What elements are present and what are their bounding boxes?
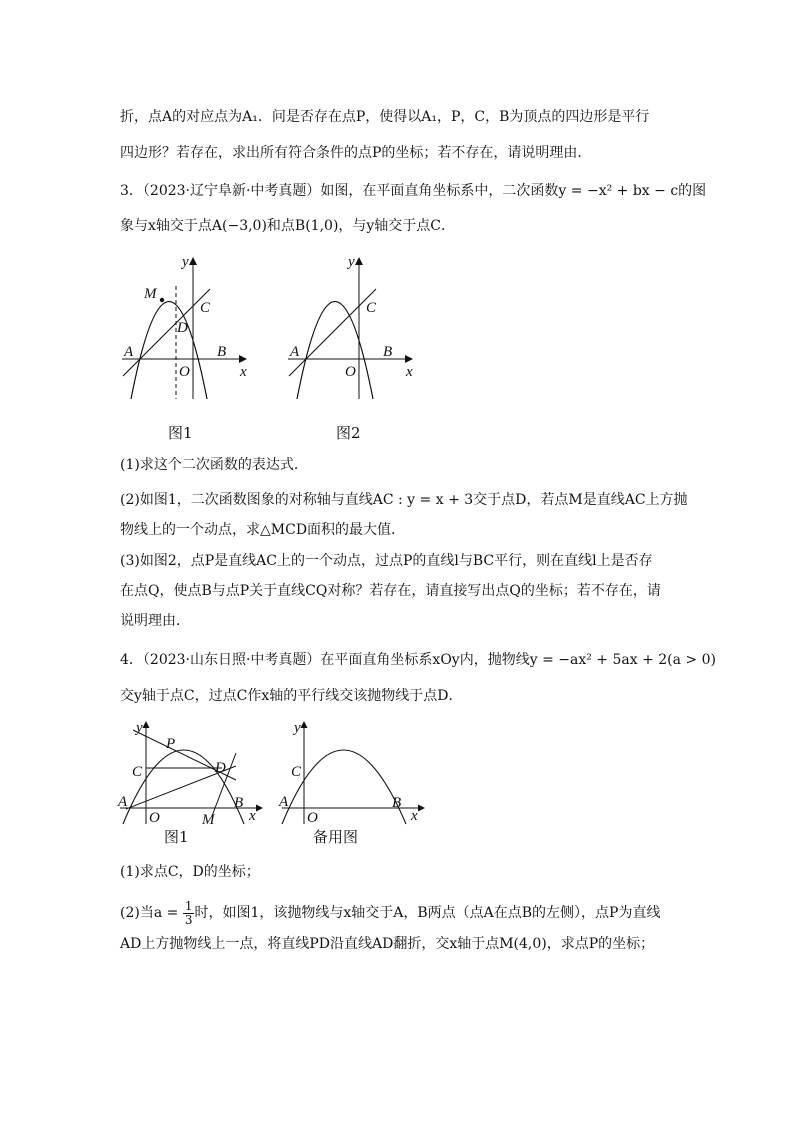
parabola-curve <box>131 302 207 400</box>
question-3-part-3-end: 说明理由． <box>120 613 190 629</box>
label-o: O <box>345 364 356 380</box>
q3-figure-1 <box>118 252 258 402</box>
label-c: C <box>132 764 143 780</box>
question-3-part-3: (3)如图2，点P是直线AC上的一个动点，过点P的直线l与BC平行，则在直线l上是否存 <box>120 553 653 569</box>
question-4-part-2 <box>120 898 660 928</box>
fraction-one-third <box>183 900 195 927</box>
label-a: A <box>290 344 300 360</box>
label-b: B <box>392 795 402 811</box>
question-4-part-2-text: 时，如图1，该抛物线与x轴交于A，B两点（点A在点B的左侧），点P为直线 <box>194 905 661 921</box>
label-c: C <box>366 300 377 316</box>
label-x: x <box>240 364 247 380</box>
question-3-part-3-cont: 在点Q，使点B与点P关于直线CQ对称？若存在，请直接写出点Q的坐标；若不存在，请 <box>120 583 661 599</box>
question-3-stem: 3．（2023·辽宁阜新·中考真题）如图，在平面直角坐标系中，二次函数y = −x² + bx − c的图 <box>120 183 707 199</box>
label-y: y <box>136 720 143 736</box>
label-y: y <box>294 720 301 736</box>
label-b: B <box>234 795 244 811</box>
label-a: A <box>279 794 289 810</box>
q3-figure-1-caption: 图1 <box>168 424 193 442</box>
label-m: M <box>202 812 215 828</box>
label-x: x <box>411 808 418 824</box>
label-d: D <box>215 760 226 776</box>
label-y: y <box>348 254 355 270</box>
q4-figure-1-caption: 图1 <box>164 828 189 846</box>
q4-spare-figure-caption: 备用图 <box>313 828 359 846</box>
text-line-1: 折，点A的对应点为A₁．问是否存在点P，使得以A₁，P，C，B为顶点的四边形是平行 <box>120 109 650 125</box>
label-c: C <box>200 300 211 316</box>
parabola-curve <box>297 302 373 400</box>
label-p: P <box>166 736 176 752</box>
label-y: y <box>182 254 189 270</box>
question-3-part-1: (1)求这个二次函数的表达式． <box>120 457 308 473</box>
question-3-part-2: (2)如图1，二次函数图象的对称轴与直线AC : y = x + 3交于点D，若点M是直线AC上方抛 <box>120 492 688 508</box>
parabola-curve <box>282 750 406 824</box>
fraction-denominator: 3 <box>184 912 193 927</box>
q4-figure-1-svg <box>116 718 266 826</box>
question-4-stem: 4．（2023·山东日照·中考真题）在平面直角坐标系xOy内，抛物线y = −ax² + 5ax + 2(a > 0) <box>120 652 716 668</box>
label-x: x <box>406 364 413 380</box>
q3-figure-2-svg <box>284 252 424 402</box>
label-x: x <box>249 808 256 824</box>
q3-figure-1-svg <box>118 252 258 402</box>
question-4-part-2-cont: AD上方抛物线上一点，将直线PD沿直线AD翻折，交x轴于点M(4,0)，求点P的坐标； <box>120 936 655 952</box>
question-4-part-2-prefix: (2)当a = <box>120 905 183 921</box>
q4-figure-1 <box>116 718 266 826</box>
question-3-stem-cont: 象与x轴交于点A(−3,0)和点B(1,0)，与y轴交于点C． <box>120 218 456 234</box>
q4-spare-figure <box>278 718 428 826</box>
label-a: A <box>124 344 134 360</box>
label-c: C <box>291 764 302 780</box>
label-o: O <box>149 810 160 826</box>
question-4-stem-cont: 交y轴于点C，过点C作x轴的平行线交该抛物线于点D． <box>120 688 463 704</box>
label-a: A <box>118 794 128 810</box>
label-b: B <box>217 344 227 360</box>
label-o: O <box>179 364 190 380</box>
label-m: M <box>144 286 157 302</box>
text-line-2: 四边形？若存在，求出所有符合条件的点P的坐标；若不存在，请说明理由． <box>120 145 592 161</box>
question-3-part-2-cont: 物线上的一个动点，求△MCD面积的最大值． <box>120 522 406 538</box>
question-4-part-1: (1)求点C，D的坐标； <box>120 864 260 880</box>
label-o: O <box>307 810 318 826</box>
q4-spare-figure-svg <box>278 718 428 826</box>
point-m <box>160 298 164 302</box>
fraction-numerator: 1 <box>184 898 193 913</box>
q3-figure-2 <box>284 252 424 402</box>
label-b: B <box>383 344 393 360</box>
q3-figure-2-caption: 图2 <box>336 424 361 442</box>
label-d: D <box>177 320 188 336</box>
